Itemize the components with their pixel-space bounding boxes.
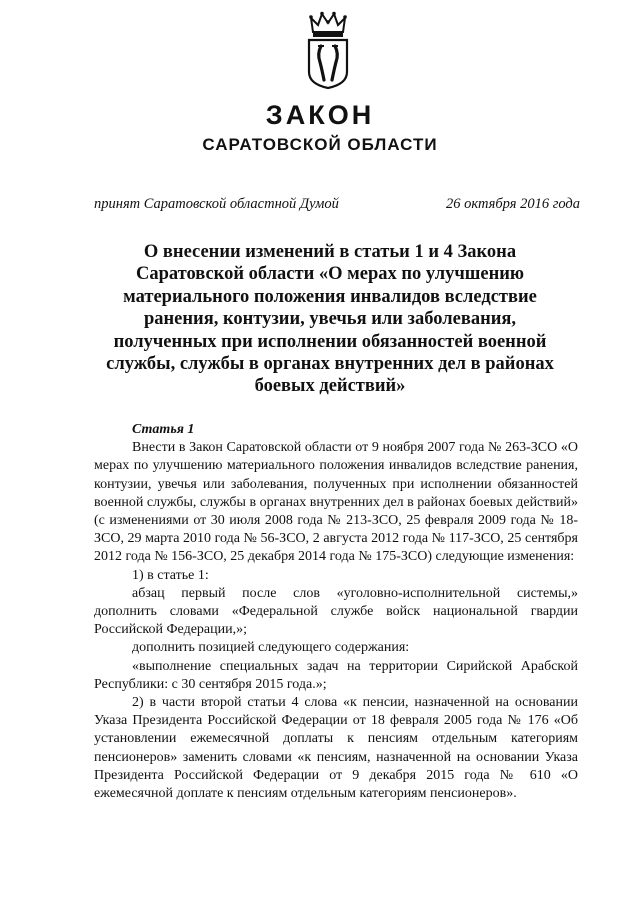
article-paragraph: 1) в статье 1: bbox=[132, 567, 209, 583]
article-paragraph: Внести в Закон Саратовской области от 9 ноября 2007 года № 263-ЗСО «О мерах по улучшению материального положения инвалидов вследствие ранения, контузии, увечья или заболевания, полученных при исполнении обязанностей военной службы, службы в органах внутренних дел в районах боевых действий» (с изменениями от 30 июля 2008 года № 213-ЗСО, 25 февраля 2009 года № 18-ЗСО, 29 марта 2010 года № 56-ЗСО, 2 августа 2012 года № 117-ЗСО, 25 сентября 2012 года № 156-ЗСО, 25 декабря 2014 года № 175-ЗСО) следующие изменения: bbox=[94, 440, 578, 565]
law-title: ЗАКОН bbox=[265, 100, 375, 130]
article-paragraph: дополнить позицией следующего содержания: bbox=[132, 640, 410, 656]
document-title-line: службы, службы в органах внутренних дел в районах bbox=[106, 354, 554, 375]
region-name: САРАТОВСКОЙ ОБЛАСТИ bbox=[202, 135, 438, 154]
document-title-line: боевых действий» bbox=[254, 376, 406, 397]
document-title-line: ранения, контузии, увечья или заболевания, bbox=[143, 309, 517, 330]
document-title-line: Саратовской области «О мерах по улучшению bbox=[135, 264, 525, 285]
article-heading: Статья 1 bbox=[132, 422, 195, 437]
document-title-line: материального положения инвалидов вследствие bbox=[123, 286, 537, 307]
adopted-by: принят Саратовской областной Думой bbox=[94, 196, 339, 212]
article-body bbox=[94, 421, 578, 803]
document-title-line: О внесении изменений в статьи 1 и 4 Закона bbox=[143, 242, 517, 262]
article-paragraph: 2) в части второй статьи 4 слова «к пенсии, назначенной на основании Указа Президента Российской Федерации от 18 февраля 2005 года № 176 «Об установлении ежемесячной доплаты к пенсиям отдельным категориям пенсионеров» заменить словами «к пенсиям, назначенной на основании Указа Президента Российской Федерации от 9 декабря 2015 года № 610 «О ежемесячной доплате к пенсиям отдельным категориям пенсионеров». bbox=[94, 695, 578, 802]
article-paragraph: «выполнение специальных задач на территории Сирийской Арабской Республики: с 30 сентября 2015 года.»; bbox=[94, 658, 578, 692]
coat-of-arms-icon bbox=[303, 10, 353, 90]
document-title-line: полученных при исполнении обязанностей военной bbox=[113, 331, 547, 352]
document-title bbox=[90, 241, 570, 398]
adoption-date: 26 октября 2016 года bbox=[446, 196, 580, 212]
article-paragraph: абзац первый после слов «уголовно-исполнительной системы,» дополнить словами «Федеральной службе войск национальной гвардии Российской Федерации,»; bbox=[94, 585, 578, 638]
